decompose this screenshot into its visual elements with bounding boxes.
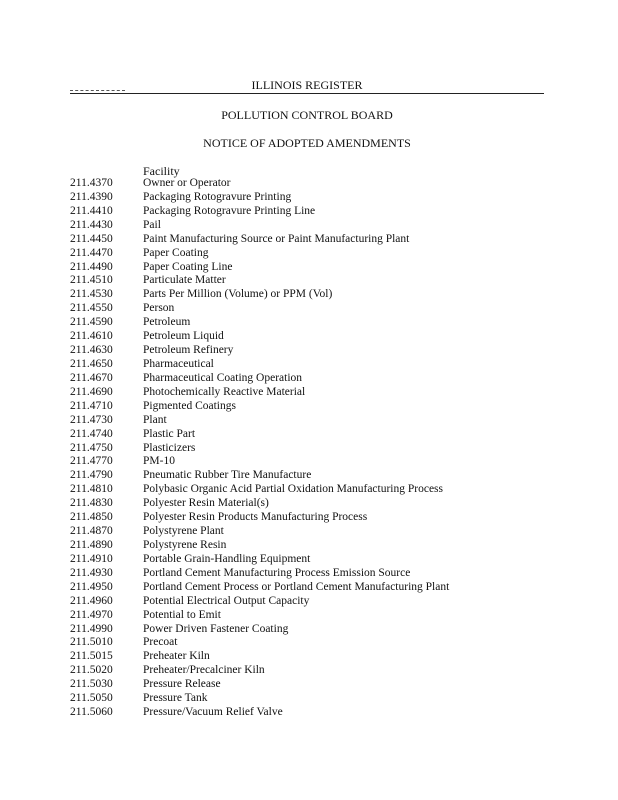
section-number: 211.4730 <box>70 413 113 426</box>
list-item <box>70 205 449 219</box>
defined-term: Potential Electrical Output Capacity <box>143 594 310 607</box>
defined-term: Paper Coating <box>143 246 209 259</box>
defined-term: Preheater/Precalciner Kiln <box>143 664 265 677</box>
section-number: 211.4490 <box>70 260 113 273</box>
defined-term: Pharmaceutical <box>143 357 214 370</box>
section-number: 211.4930 <box>70 566 113 579</box>
list-item <box>70 344 449 358</box>
section-number: 211.4550 <box>70 302 113 315</box>
section-number: 211.4810 <box>70 483 113 496</box>
section-number: 211.5050 <box>70 692 113 705</box>
board-name: POLLUTION CONTROL BOARD <box>221 108 393 122</box>
defined-term: Pressure Release <box>143 678 221 691</box>
list-item <box>70 539 449 553</box>
list-item <box>70 316 449 330</box>
defined-term: PM-10 <box>143 455 175 468</box>
list-item <box>70 247 449 261</box>
section-number: 211.5030 <box>70 678 113 691</box>
defined-term: Particulate Matter <box>143 274 226 287</box>
defined-term: Owner or Operator <box>143 177 231 189</box>
list-item <box>70 288 449 302</box>
list-item <box>70 469 449 483</box>
section-number: 211.4510 <box>70 274 113 287</box>
definitions-list <box>70 177 449 720</box>
defined-term: Person <box>143 302 175 315</box>
list-item <box>70 386 449 400</box>
defined-term: Pressure Tank <box>143 692 208 705</box>
list-item <box>70 581 449 595</box>
section-number: 211.5010 <box>70 636 113 649</box>
list-item <box>70 302 449 316</box>
list-item <box>70 609 449 623</box>
defined-term: Portable Grain-Handling Equipment <box>143 552 311 565</box>
list-item <box>70 483 449 497</box>
list-item <box>70 678 449 692</box>
section-number: 211.4890 <box>70 538 113 551</box>
list-item <box>70 358 449 372</box>
section-number: 211.4970 <box>70 608 113 621</box>
section-number: 211.4450 <box>70 232 113 245</box>
section-number: 211.4650 <box>70 357 113 370</box>
section-number: 211.4750 <box>70 441 113 454</box>
section-number: 211.5020 <box>70 664 113 677</box>
section-number: 211.4670 <box>70 371 113 384</box>
section-number: 211.4410 <box>70 204 113 217</box>
defined-term: Parts Per Million (Volume) or PPM (Vol) <box>143 288 333 301</box>
section-number: 211.4870 <box>70 525 113 538</box>
section-number: 211.4990 <box>70 622 113 635</box>
section-number: 211.4690 <box>70 385 113 398</box>
section-number: 211.4770 <box>70 455 113 468</box>
defined-term: Potential to Emit <box>143 608 221 621</box>
defined-term: Polystyrene Resin <box>143 538 227 551</box>
list-item <box>70 372 449 386</box>
list-item <box>70 553 449 567</box>
list-item <box>70 511 449 525</box>
section-number: 211.4850 <box>70 511 113 524</box>
defined-term: Pressure/Vacuum Relief Valve <box>143 706 283 719</box>
notice-title: NOTICE OF ADOPTED AMENDMENTS <box>203 136 411 150</box>
list-item <box>70 525 449 539</box>
list-item <box>70 414 449 428</box>
list-item <box>70 400 449 414</box>
defined-term: Pigmented Coatings <box>143 399 236 412</box>
section-number: 211.5015 <box>70 650 113 663</box>
defined-term: Portland Cement Process or Portland Cement Manufacturing Plant <box>143 580 450 593</box>
list-item <box>70 330 449 344</box>
section-number: 211.4390 <box>70 190 113 203</box>
defined-term: Pharmaceutical Coating Operation <box>143 371 303 384</box>
defined-term: Polyester Resin Products Manufacturing Process <box>143 511 368 524</box>
section-number: 211.4960 <box>70 594 113 607</box>
defined-term: Paper Coating Line <box>143 260 233 273</box>
register-title: ILLINOIS REGISTER <box>251 78 363 92</box>
list-item <box>70 650 449 664</box>
defined-term: Plant <box>143 413 167 426</box>
list-item <box>70 177 449 191</box>
list-item <box>70 191 449 205</box>
list-item <box>70 219 449 233</box>
section-number: 211.4470 <box>70 246 113 259</box>
defined-term: Polyester Resin Material(s) <box>143 497 269 510</box>
section-number: 211.4830 <box>70 497 113 510</box>
section-number: 211.4740 <box>70 427 113 440</box>
defined-term: Pneumatic Rubber Tire Manufacture <box>143 469 312 482</box>
section-number: 211.4790 <box>70 469 113 482</box>
section-heading: Facility <box>143 164 180 178</box>
section-number: 211.4910 <box>70 552 113 565</box>
section-number: 211.4430 <box>70 218 113 231</box>
defined-term: Pail <box>143 218 161 231</box>
section-number: 211.4530 <box>70 288 113 301</box>
defined-term: Polystyrene Plant <box>143 525 224 538</box>
section-number: 211.4950 <box>70 580 113 593</box>
header-rule-lead <box>70 90 125 91</box>
defined-term: Plastic Part <box>143 427 196 440</box>
list-item <box>70 497 449 511</box>
list-item <box>70 442 449 456</box>
defined-term: Packaging Rotogravure Printing <box>143 190 292 203</box>
defined-term: Precoat <box>143 636 178 649</box>
defined-term: Paint Manufacturing Source or Paint Manufacturing Plant <box>143 232 410 245</box>
register-header <box>70 78 544 94</box>
defined-term: Petroleum <box>143 316 191 329</box>
section-number: 211.4710 <box>70 399 113 412</box>
list-item <box>70 274 449 288</box>
list-item <box>70 428 449 442</box>
list-item <box>70 455 449 469</box>
list-item <box>70 692 449 706</box>
list-item <box>70 636 449 650</box>
defined-term: Packaging Rotogravure Printing Line <box>143 204 316 217</box>
section-number: 211.4590 <box>70 316 113 329</box>
section-number: 211.5060 <box>70 706 113 719</box>
list-item <box>70 261 449 275</box>
defined-term: Plasticizers <box>143 441 196 454</box>
list-item <box>70 623 449 637</box>
section-number: 211.4370 <box>70 177 113 189</box>
defined-term: Petroleum Liquid <box>143 330 224 343</box>
defined-term: Portland Cement Manufacturing Process Emission Source <box>143 566 411 579</box>
list-item <box>70 567 449 581</box>
defined-term: Photochemically Reactive Material <box>143 385 306 398</box>
defined-term: Preheater Kiln <box>143 650 210 663</box>
section-number: 211.4630 <box>70 344 113 357</box>
section-number: 211.4610 <box>70 330 113 343</box>
list-item <box>70 706 449 720</box>
list-item <box>70 595 449 609</box>
defined-term: Petroleum Refinery <box>143 344 234 357</box>
list-item <box>70 233 449 247</box>
list-item <box>70 664 449 678</box>
defined-term: Polybasic Organic Acid Partial Oxidation Manufacturing Process <box>143 483 444 496</box>
defined-term: Power Driven Fastener Coating <box>143 622 289 635</box>
